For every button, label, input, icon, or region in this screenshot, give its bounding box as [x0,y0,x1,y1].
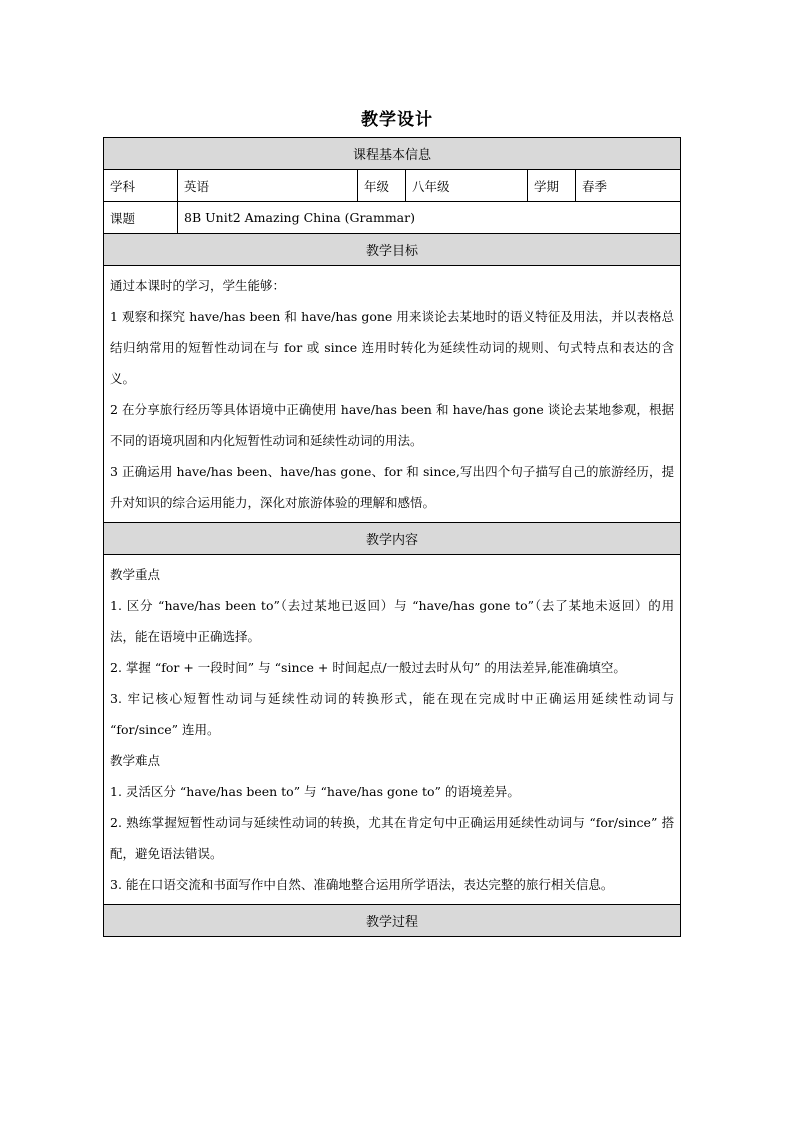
subject-value: 英语 [178,170,358,202]
subject-label: 学科 [104,170,178,202]
term-label: 学期 [528,170,576,202]
difficulty-item: 2. 熟练掌握短暂性动词与延续性动词的转换，尤其在肯定句中正确运用延续性动词与 “for/since” 搭配，避免语法错误。 [110,815,675,861]
key-points-heading: 教学重点 [110,567,161,582]
key-point-item: 2. 掌握 “for + 一段时间” 与 “since + 时间起点/一般过去时从句” 的用法差异,能准确填空。 [110,660,626,675]
document-title: 教学设计 [361,110,433,130]
objectives-intro: 通过本课时的学习，学生能够： [110,278,286,293]
topic-value: 8B Unit2 Amazing China (Grammar) [178,202,681,234]
process-header: 教学过程 [104,905,681,937]
objective-item: 1 观察和探究 have/has been 和 have/has gone 用来谈论去某地时的语义特征及用法，并以表格总结归纳常用的短暂性动词在与 for 或 since 连用时转化为延续性动词的规则、句式特点和表达的含义。 [110,309,675,386]
grade-value: 八年级 [406,170,528,202]
objectives-body [104,266,681,523]
content-body [104,555,681,905]
objectives-header: 教学目标 [104,234,681,266]
objective-item: 2 在分享旅行经历等具体语境中正确使用 have/has been 和 have/has gone 谈论去某地参观，根据不同的语境巩固和内化短暂性动词和延续性动词的用法。 [110,402,675,448]
topic-label: 课题 [104,202,178,234]
grade-label: 年级 [358,170,406,202]
difficulty-item: 1. 灵活区分 “have/has been to” 与 “have/has gone to” 的语境差异。 [110,784,520,799]
difficulties-heading: 教学难点 [110,753,161,768]
basic-info-header: 课程基本信息 [104,138,681,170]
content-header: 教学内容 [104,523,681,555]
key-point-item: 3. 牢记核心短暂性动词与延续性动词的转换形式，能在现在完成时中正确运用延续性动词与 “for/since” 连用。 [110,691,675,737]
lesson-plan-table [103,137,681,937]
key-point-item: 1. 区分 “have/has been to”（去过某地已返回）与 “have/has gone to”（去了某地未返回）的用法，能在语境中正确选择。 [110,598,675,644]
objective-item: 3 正确运用 have/has been、have/has gone、for 和 since,写出四个句子描写自己的旅游经历，提升对知识的综合运用能力，深化对旅游体验的理解和感悟。 [110,464,675,510]
difficulty-item: 3. 能在口语交流和书面写作中自然、准确地整合运用所学语法，表达完整的旅行相关信息。 [110,877,614,892]
term-value: 春季 [576,170,681,202]
